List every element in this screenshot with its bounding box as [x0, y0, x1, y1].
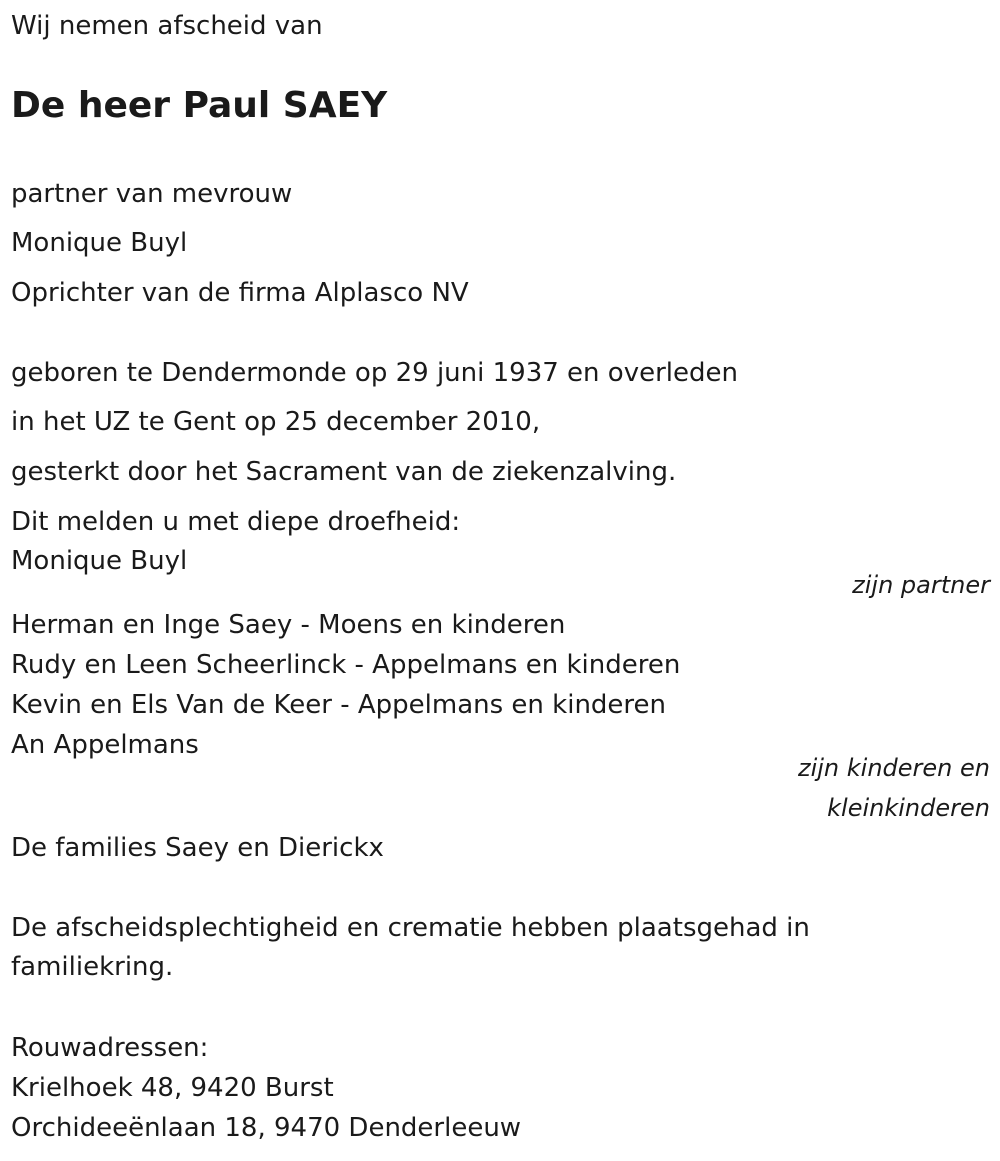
- children-role-line-2: kleinkinderen: [827, 794, 990, 822]
- announce-text: Dit melden u met diepe droefheid:: [11, 507, 461, 537]
- address-line: Krielhoek 48, 9420 Burst: [11, 1073, 334, 1103]
- addresses-label: Rouwadressen:: [11, 1033, 209, 1063]
- deceased-name: De heer Paul SAEY: [11, 85, 388, 126]
- partner-group-name: Monique Buyl: [11, 546, 188, 576]
- intro-text: Wij nemen afscheid van: [11, 11, 323, 41]
- partner-line-3: Oprichter van de firma Alplasco NV: [11, 278, 469, 308]
- ceremony-line-1: De afscheidsplechtigheid en crematie hebben plaatsgehad in: [11, 913, 810, 943]
- partner-role: zijn partner: [852, 571, 990, 599]
- families-text: De families Saey en Dierickx: [11, 833, 384, 863]
- child-name: Herman en Inge Saey - Moens en kinderen: [11, 610, 566, 640]
- birth-line-3: gesterkt door het Sacrament van de ziekenzalving.: [11, 457, 677, 487]
- child-name: Kevin en Els Van de Keer - Appelmans en kinderen: [11, 690, 667, 720]
- children-role-line-1: zijn kinderen en: [798, 754, 990, 782]
- address-line: Orchideeënlaan 18, 9470 Denderleeuw: [11, 1113, 522, 1143]
- child-name: An Appelmans: [11, 730, 199, 760]
- partner-line-1: partner van mevrouw: [11, 179, 293, 209]
- child-name: Rudy en Leen Scheerlinck - Appelmans en kinderen: [11, 650, 681, 680]
- partner-line-2: Monique Buyl: [11, 228, 188, 258]
- birth-line-2: in het UZ te Gent op 25 december 2010,: [11, 407, 541, 437]
- ceremony-line-2: familiekring.: [11, 952, 174, 982]
- birth-line-1: geboren te Dendermonde op 29 juni 1937 en overleden: [11, 358, 738, 388]
